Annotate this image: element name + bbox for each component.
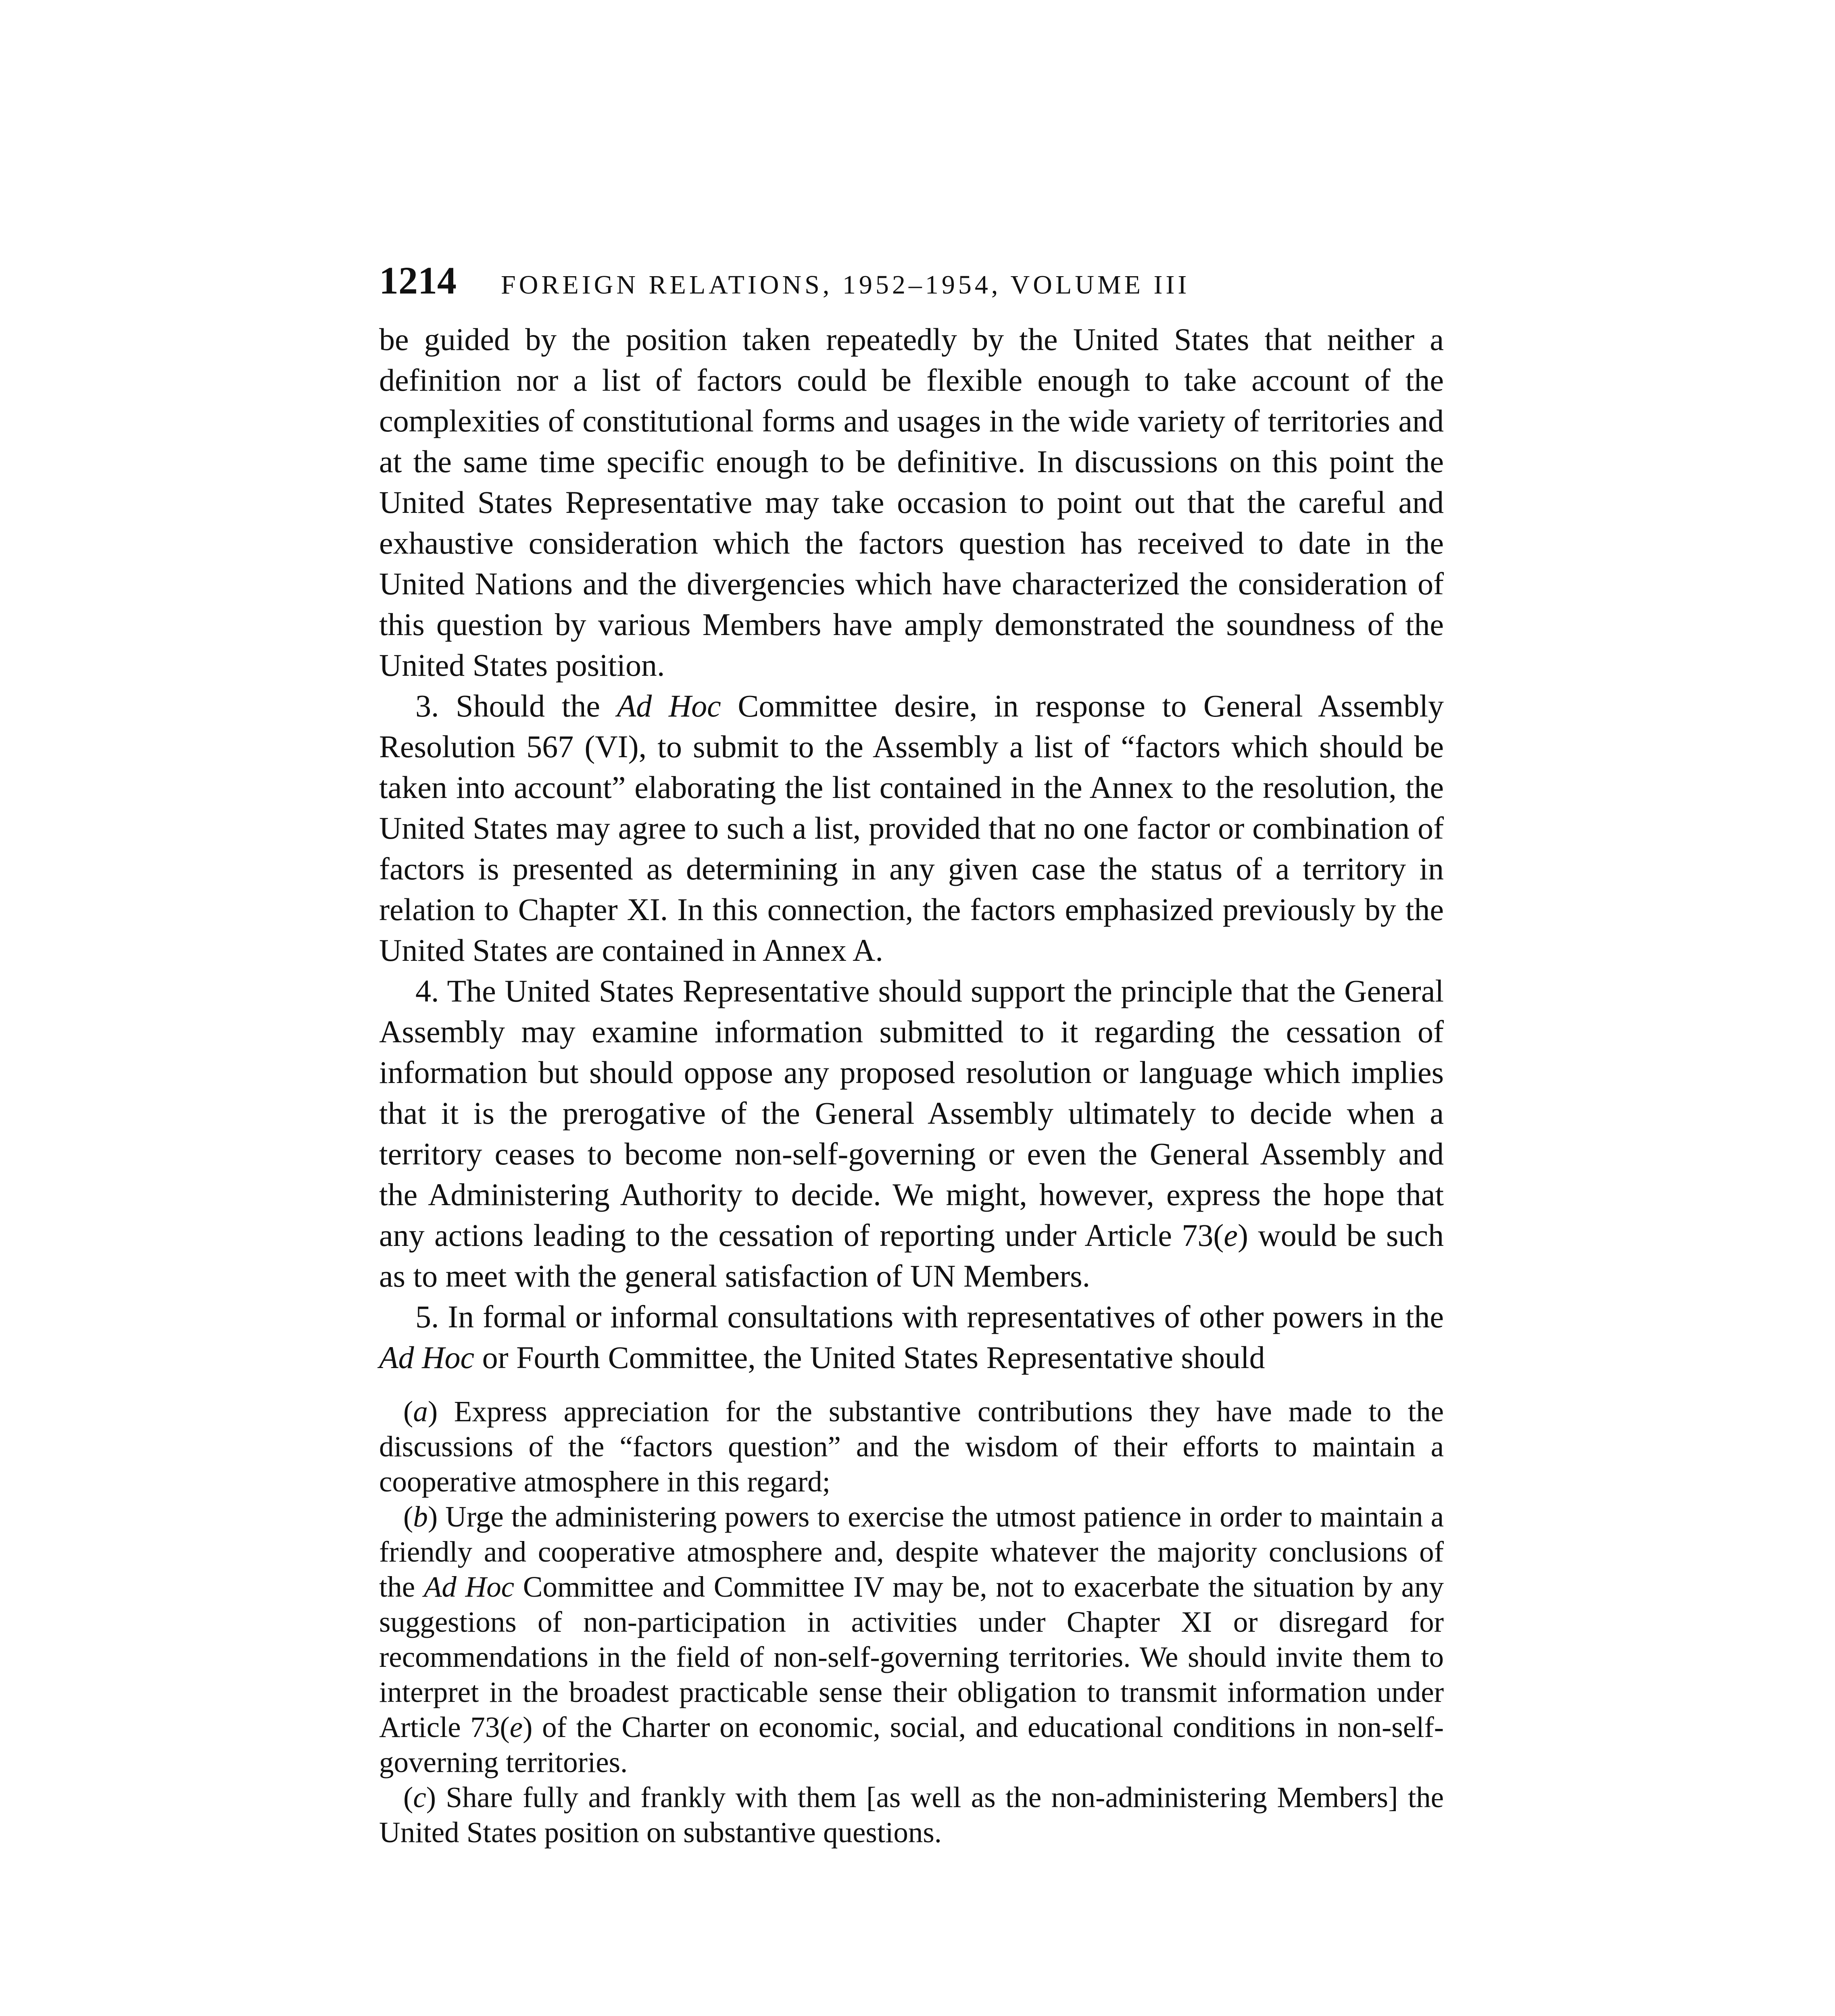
sub-item-b-text-1: ) Urge the administering powers to exercise the utmost patience in order to maintain a friendly and cooperative atmosphere and, despite whatever the majority conclusions of the xyxy=(379,1500,1444,1603)
paragraph-3-pre: 3. Should the xyxy=(415,688,617,723)
sub-item-a-letter: a xyxy=(413,1395,428,1428)
sub-item-b-text-2: Committee and Committee IV may be, not to exacerbate the situation by any suggestions of non-participation in activities under Chapter XI or disregard for recommendations in the field of non-self-governing territories. We should invite them to interpret in the broadest practicable sense their obligation to transmit information under Article 73( xyxy=(379,1570,1444,1743)
running-head xyxy=(379,258,1444,303)
paragraph-5 xyxy=(379,1296,1444,1378)
sub-item-b xyxy=(379,1499,1444,1780)
sub-item-c xyxy=(379,1780,1444,1850)
sub-item-b-open: ( xyxy=(403,1500,413,1533)
paragraph-4 xyxy=(379,971,1444,1296)
paragraph-3-italic: Ad Hoc xyxy=(617,688,721,723)
paragraph-5-pre: 5. In formal or informal consultations with representatives of other powers in the xyxy=(415,1299,1444,1334)
sub-item-a-open: ( xyxy=(403,1395,413,1428)
sub-item-b-text-3: ) of the Charter on economic, social, and educational conditions in non-self-governing territories. xyxy=(379,1711,1444,1779)
paragraph-4-italic: e xyxy=(1224,1218,1238,1253)
sub-item-c-open: ( xyxy=(403,1781,413,1814)
sub-items xyxy=(379,1394,1444,1850)
paragraph-5-post: or Fourth Committee, the United States Representative should xyxy=(474,1340,1265,1375)
sub-item-b-letter: b xyxy=(413,1500,428,1533)
sub-item-b-italic-2: e xyxy=(509,1711,523,1743)
page-number: 1214 xyxy=(379,259,457,302)
paragraph-4-post: ) would be such as to meet with the general satisfaction of UN Members. xyxy=(379,1218,1444,1293)
sub-item-a xyxy=(379,1394,1444,1499)
document-page xyxy=(379,258,1444,1850)
volume-title: FOREIGN RELATIONS, 1952–1954, VOLUME III xyxy=(501,270,1190,300)
sub-item-a-text: ) Express appreciation for the substantive contributions they have made to the discussions of the “factors question” and the wisdom of their efforts to maintain a cooperative atmosphere in this regard; xyxy=(379,1395,1444,1498)
paragraph-continued: be guided by the position taken repeatedly by the United States that neither a definition nor a list of factors could be flexible enough to take account of the complexities of constitutional forms and usages in the wide variety of territories and at the same time specific enough to be definitive. In discussions on this point the United States Representative may take occasion to point out that the careful and exhaustive consideration which the factors question has received to date in the United Nations and the divergencies which have characterized the consideration of this question by various Members have amply demonstrated the soundness of the United States position. xyxy=(379,322,1444,683)
sub-item-c-letter: c xyxy=(413,1781,426,1814)
sub-item-b-italic: Ad Hoc xyxy=(423,1570,515,1603)
sub-item-c-text: ) Share fully and frankly with them [as well as the non-administering Members] the United States position on substantive questions. xyxy=(379,1781,1444,1849)
paragraph-3-post: Committee desire, in response to General Assembly Resolution 567 (VI), to submit to the Assembly a list of “factors which should be taken into account” elaborating the list contained in the Annex to the resolution, the United States may agree to such a list, provided that no one factor or combination of factors is presented as determining in any given case the status of a territory in relation to Chapter XI. In this connection, the factors emphasized previously by the United States are contained in Annex A. xyxy=(379,688,1444,968)
paragraph-4-pre: 4. The United States Representative should support the principle that the General Assembly may examine information submitted to it regarding the cessation of information but should oppose any proposed resolution or language which implies that it is the prerogative of the General Assembly ultimately to decide when a territory ceases to become non-self-governing or even the General Assembly and the Administering Authority to decide. We might, however, express the hope that any actions leading to the cessation of reporting under Article 73( xyxy=(379,973,1444,1253)
paragraph-3 xyxy=(379,685,1444,971)
paragraph-5-italic: Ad Hoc xyxy=(379,1340,475,1375)
